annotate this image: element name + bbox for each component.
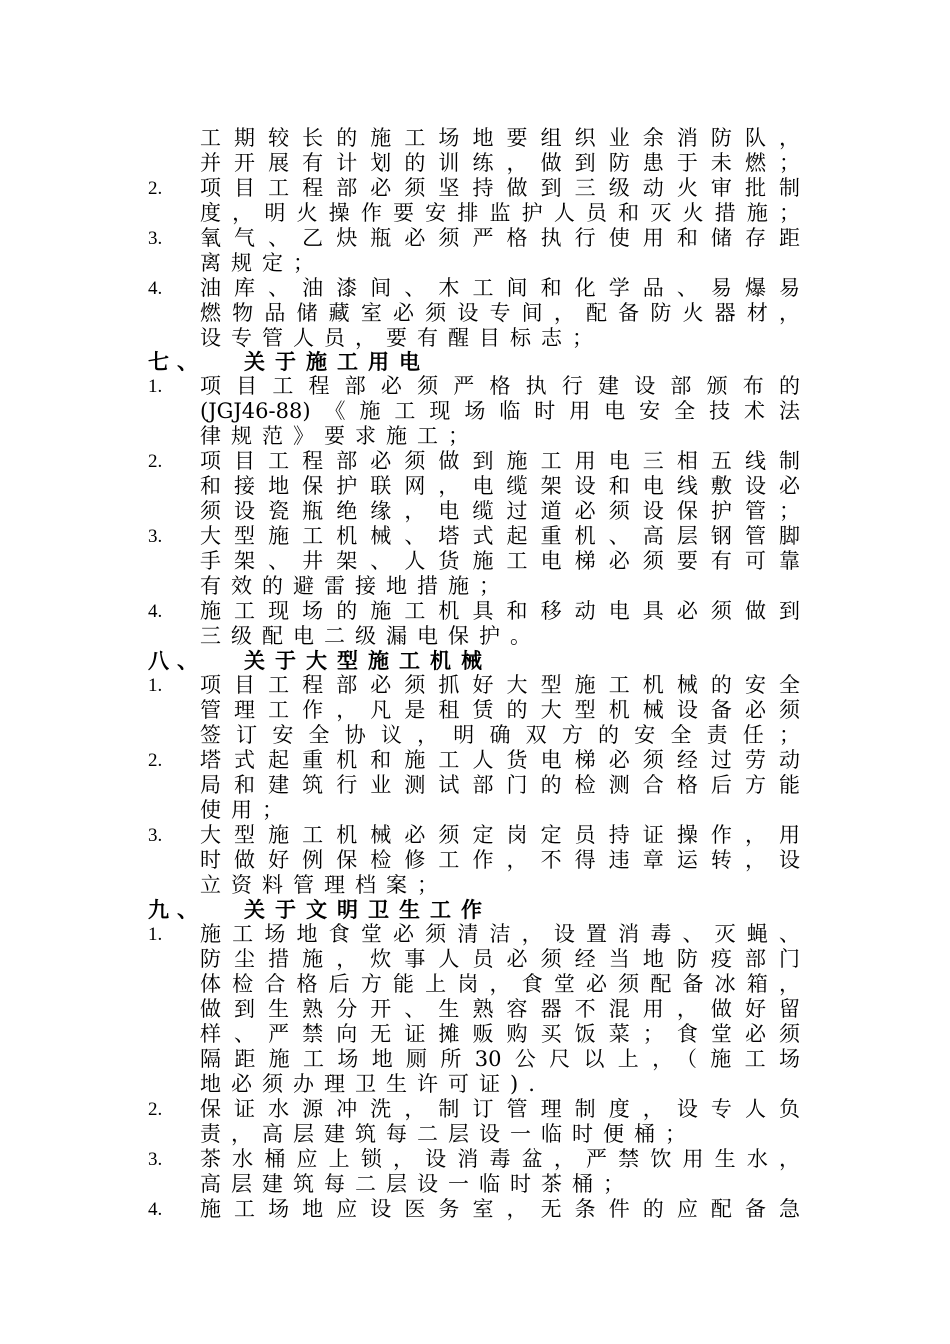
text-line: 时做好例保检修工作，不得违章运转，设 (200, 848, 800, 872)
text-line: 使用； (200, 798, 293, 822)
text-line: 离规定； (200, 251, 324, 275)
text-line: 和接地保护联网，电缆架设和电线敷设必 (200, 474, 800, 498)
text-line: 管理工作，凡是租赁的大型机械设备必须 (200, 698, 800, 722)
text-line: 隔距施工场地厕所30公尺以上，（施工场 (200, 1047, 800, 1071)
text-line: 项目工程部必须坚持做到三级动火审批制 (200, 176, 800, 200)
section-title: 关于施工用电 (244, 349, 430, 374)
text-line: 高层建筑每二层设一临时茶桶； (200, 1172, 634, 1196)
text-line: 体检合格后方能上岗，食堂必须配备冰箱， (200, 972, 800, 996)
item-number: 2. (148, 178, 163, 199)
item-number: 3. (148, 825, 163, 846)
text-line: 项目工程部必须做到施工用电三相五线制 (200, 449, 800, 473)
item-number: 3. (148, 228, 163, 249)
text-line: 大型施工机械必须定岗定员持证操作，用 (200, 823, 800, 847)
text-line: 有效的避雷接地措施； (200, 574, 510, 598)
text-line: 局和建筑行业测试部门的检测合格后方能 (200, 773, 800, 797)
item-number: 3. (148, 1149, 163, 1170)
item-number: 4. (148, 601, 163, 622)
text-line: 立资料管理档案； (200, 873, 448, 897)
item-number: 4. (148, 278, 163, 299)
item-number: 2. (148, 750, 163, 771)
text-line: 度，明火操作要安排监护人员和灭火措施； (200, 201, 800, 225)
text-line: 防尘措施，炊事人员必须经当地防疫部门 (200, 947, 800, 971)
text-line: 保证水源冲洗，制订管理制度，设专人负 (200, 1097, 800, 1121)
text-line: 三级配电二级漏电保护。 (200, 624, 541, 648)
section-heading (148, 648, 492, 673)
text-line: 塔式起重机和施工人货电梯必须经过劳动 (200, 748, 800, 772)
text-line: 施工场地应设医务室，无条件的应配备急 (200, 1197, 800, 1221)
text-line: 施工场地食堂必须清洁，设置消毒、灭蝇、 (200, 922, 800, 946)
text-line: 设专管人员，要有醒目标志； (200, 326, 603, 350)
section-heading (148, 349, 430, 374)
text-line: 并开展有计划的训练，做到防患于未燃； (200, 151, 800, 175)
text-line: 须设瓷瓶绝缘，电缆过道必须设保护管； (200, 499, 800, 523)
text-line: 项目工程部必须严格执行建设部颁布的 (200, 374, 800, 398)
text-line: 工期较长的施工场地要组织业余消防队， (200, 126, 800, 150)
item-number: 1. (148, 924, 163, 945)
text-line: 茶水桶应上锁，设消毒盆，严禁饮用生水， (200, 1147, 800, 1171)
text-line: 手架、井架、人货施工电梯必须要有可靠 (200, 549, 800, 573)
item-number: 3. (148, 526, 163, 547)
section-title: 关于大型施工机械 (244, 648, 492, 673)
text-line: 油库、油漆间、木工间和化学品、易爆易 (200, 276, 800, 300)
text-line: 做到生熟分开、生熟容器不混用，做好留 (200, 997, 800, 1021)
section-title: 关于文明卫生工作 (244, 897, 492, 922)
text-line: 施工现场的施工机具和移动电具必须做到 (200, 599, 800, 623)
text-line: (JGJ46-88)《施工现场临时用电安全技术法 (200, 399, 800, 423)
item-number: 2. (148, 1099, 163, 1120)
text-line: 燃物品储藏室必须设专间，配备防火器材， (200, 301, 800, 325)
section-heading (148, 897, 492, 922)
text-line: 律规范》要求施工； (200, 424, 479, 448)
text-line: 责，高层建筑每二层设一临时便桶； (200, 1122, 696, 1146)
item-number: 1. (148, 376, 163, 397)
text-line: 签订安全协议，明确双方的安全责任； (200, 723, 800, 747)
text-line: 地必须办理卫生许可证). (200, 1072, 545, 1096)
section-number: 八、 (148, 648, 206, 673)
item-number: 4. (148, 1199, 163, 1220)
section-number: 九、 (148, 897, 206, 922)
section-number: 七、 (148, 349, 206, 374)
item-number: 1. (148, 675, 163, 696)
text-line: 氧气、乙炔瓶必须严格执行使用和储存距 (200, 226, 800, 250)
text-line: 项目工程部必须抓好大型施工机械的安全 (200, 673, 800, 697)
text-line: 样、严禁向无证摊贩购买饭菜；食堂必须 (200, 1022, 800, 1046)
text-line: 大型施工机械、塔式起重机、高层钢管脚 (200, 524, 800, 548)
item-number: 2. (148, 451, 163, 472)
